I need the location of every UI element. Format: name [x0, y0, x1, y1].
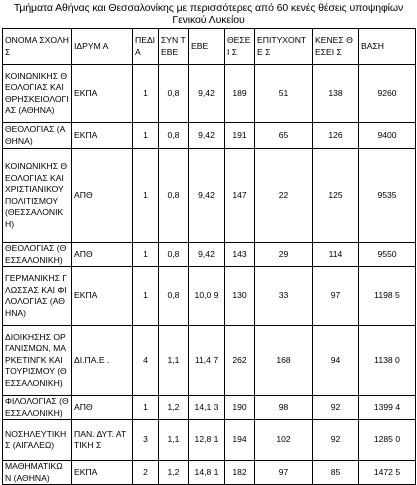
- cell-ebe: 9,42: [189, 123, 225, 149]
- cell-institution: ΑΠΘ: [72, 243, 133, 267]
- table-row: [3, 243, 416, 267]
- header-ebe-coefficient: ΣΥΝ Τ ΕΒΕ: [159, 29, 189, 65]
- header-school-name: ΟΝΟΜΑ ΣΧΟΛΗΣ: [3, 29, 72, 65]
- cell-ebe: 9,42: [189, 65, 225, 123]
- cell-positions: 262: [225, 326, 255, 396]
- cell-field: 1: [133, 396, 159, 420]
- cell-ebe-coefficient: 1,1: [159, 420, 189, 461]
- cell-school-name: ΚΟΙΝΩΝΙΚΗΣ ΘΕΟΛΟΓΙΑΣ ΚΑΙ ΧΡΙΣΤΙΑΝΙΚΟΥ ΠΟΛΙΤΙΣΜΟΥ (ΘΕΣΣΑΛΟΝΙΚΗ): [3, 149, 72, 243]
- cell-institution: ΑΠΘ: [72, 149, 133, 243]
- cell-institution: ΠΑΝ. ΔΥΤ. ΑΤΤΙΚΗ Σ: [72, 420, 133, 461]
- header-ebe: ΕΒΕ: [189, 29, 225, 65]
- cell-institution: ΕΚΠΑ: [72, 461, 133, 485]
- cell-successful: 33: [255, 267, 313, 326]
- cell-school-name: ΦΙΛΟΛΟΓΙΑΣ (ΘΕΣΣΑΛΟΝΙΚΗ): [3, 396, 72, 420]
- cell-field: 2: [133, 461, 159, 485]
- cell-ebe: 9,42: [189, 149, 225, 243]
- cell-institution: ΕΚΠΑ: [72, 267, 133, 326]
- cell-base-score: 1138 0: [359, 326, 416, 396]
- cell-positions: 147: [225, 149, 255, 243]
- cell-ebe-coefficient: 1,2: [159, 396, 189, 420]
- vacancies-table: [2, 28, 416, 485]
- cell-field: 1: [133, 149, 159, 243]
- header-institution: ΙΔΡΥΜ Α: [72, 29, 133, 65]
- cell-base-score: 9550: [359, 243, 416, 267]
- cell-successful: 98: [255, 396, 313, 420]
- cell-ebe: 12,8 1: [189, 420, 225, 461]
- cell-positions: 130: [225, 267, 255, 326]
- table-row: [3, 123, 416, 149]
- header-base-score: ΒΑΣΗ: [359, 29, 416, 65]
- header-row: [3, 29, 416, 65]
- cell-ebe: 9,42: [189, 243, 225, 267]
- cell-base-score: 9535: [359, 149, 416, 243]
- cell-school-name: ΘΕΟΛΟΓΙΑΣ (ΘΕΣΣΑΛΟΝΙΚΗ): [3, 243, 72, 267]
- cell-successful: 22: [255, 149, 313, 243]
- header-positions: ΘΕΣΕΙ Σ: [225, 29, 255, 65]
- header-field: ΠΕΔΙ Α: [133, 29, 159, 65]
- table-row: [3, 65, 416, 123]
- cell-school-name: ΘΕΟΛΟΓΙΑΣ (ΑΘΗΝΑ): [3, 123, 72, 149]
- cell-institution: ΑΠΘ: [72, 396, 133, 420]
- cell-vacancies: 85: [313, 461, 359, 485]
- cell-successful: 29: [255, 243, 313, 267]
- cell-institution: ΕΚΠΑ: [72, 123, 133, 149]
- table-row: [3, 461, 416, 485]
- cell-ebe: 10,0 9: [189, 267, 225, 326]
- cell-base-score: 9260: [359, 65, 416, 123]
- cell-base-score: 9400: [359, 123, 416, 149]
- cell-base-score: 1472 5: [359, 461, 416, 485]
- header-vacancies: ΚΕΝΕΣ ΘΕΣΕΙ Σ: [313, 29, 359, 65]
- cell-ebe-coefficient: 0,8: [159, 65, 189, 123]
- cell-successful: 102: [255, 420, 313, 461]
- cell-base-score: 1285 0: [359, 420, 416, 461]
- cell-school-name: ΓΕΡΜΑΝΙΚΗΣ ΓΛΩΣΣΑΣ ΚΑΙ ΦΙΛΟΛΟΓΙΑΣ (ΑΘΗΝΑ): [3, 267, 72, 326]
- cell-field: 3: [133, 420, 159, 461]
- cell-vacancies: 97: [313, 267, 359, 326]
- cell-vacancies: 138: [313, 65, 359, 123]
- cell-successful: 97: [255, 461, 313, 485]
- cell-base-score: 1198 5: [359, 267, 416, 326]
- cell-vacancies: 92: [313, 420, 359, 461]
- cell-ebe-coefficient: 1,2: [159, 461, 189, 485]
- cell-school-name: ΔΙΟΙΚΗΣΗΣ ΟΡΓΑΝΙΣΜΩΝ, ΜΑΡΚΕΤΙΝΓΚ ΚΑΙ ΤΟΥΡΙΣΜΟΥ (ΘΕΣΣΑΛΟΝΙΚΗ): [3, 326, 72, 396]
- cell-school-name: ΝΟΣΗΛΕΥΤΙΚΗΣ (ΑΙΓΑΛΕΩ): [3, 420, 72, 461]
- table-row: [3, 149, 416, 243]
- cell-vacancies: 126: [313, 123, 359, 149]
- cell-school-name: ΜΑΘΗΜΑΤΙΚΩ Ν (ΑΘΗΝΑ): [3, 461, 72, 485]
- cell-positions: 182: [225, 461, 255, 485]
- table-row: [3, 396, 416, 420]
- table-row: [3, 326, 416, 396]
- cell-positions: 191: [225, 123, 255, 149]
- cell-successful: 51: [255, 65, 313, 123]
- cell-ebe-coefficient: 0,8: [159, 149, 189, 243]
- cell-ebe-coefficient: 0,8: [159, 267, 189, 326]
- cell-ebe-coefficient: 0,8: [159, 123, 189, 149]
- cell-positions: 194: [225, 420, 255, 461]
- table-row: [3, 267, 416, 326]
- cell-school-name: ΚΟΙΝΩΝΙΚΗΣ ΘΕΟΛΟΓΙΑΣ ΚΑΙ ΘΡΗΣΚΕΙΟΛΟΓΙ ΑΣ (ΑΘΗΝΑ): [3, 65, 72, 123]
- cell-ebe: 11,4 7: [189, 326, 225, 396]
- table-row: [3, 420, 416, 461]
- cell-positions: 143: [225, 243, 255, 267]
- cell-base-score: 1399 4: [359, 396, 416, 420]
- cell-positions: 190: [225, 396, 255, 420]
- cell-ebe: 14,1 3: [189, 396, 225, 420]
- cell-field: 4: [133, 326, 159, 396]
- cell-field: 1: [133, 123, 159, 149]
- cell-positions: 189: [225, 65, 255, 123]
- cell-vacancies: 114: [313, 243, 359, 267]
- table-caption: Τμήματα Αθήνας και Θεσσαλονίκης με περισσότερες από 60 κενές θέσεις υποψηφίων Γενικού Λυκείου: [13, 2, 404, 26]
- cell-ebe-coefficient: 1,1: [159, 326, 189, 396]
- cell-vacancies: 94: [313, 326, 359, 396]
- cell-field: 1: [133, 65, 159, 123]
- header-successful: ΕΠΙΤΥΧΟΝΤΕ Σ: [255, 29, 313, 65]
- cell-field: 1: [133, 267, 159, 326]
- cell-ebe: 14,8 1: [189, 461, 225, 485]
- cell-vacancies: 92: [313, 396, 359, 420]
- cell-ebe-coefficient: 0,8: [159, 243, 189, 267]
- cell-field: 1: [133, 243, 159, 267]
- cell-vacancies: 125: [313, 149, 359, 243]
- cell-successful: 168: [255, 326, 313, 396]
- cell-successful: 65: [255, 123, 313, 149]
- cell-institution: ΕΚΠΑ: [72, 65, 133, 123]
- cell-institution: ΔΙ.ΠΑ.Ε .: [72, 326, 133, 396]
